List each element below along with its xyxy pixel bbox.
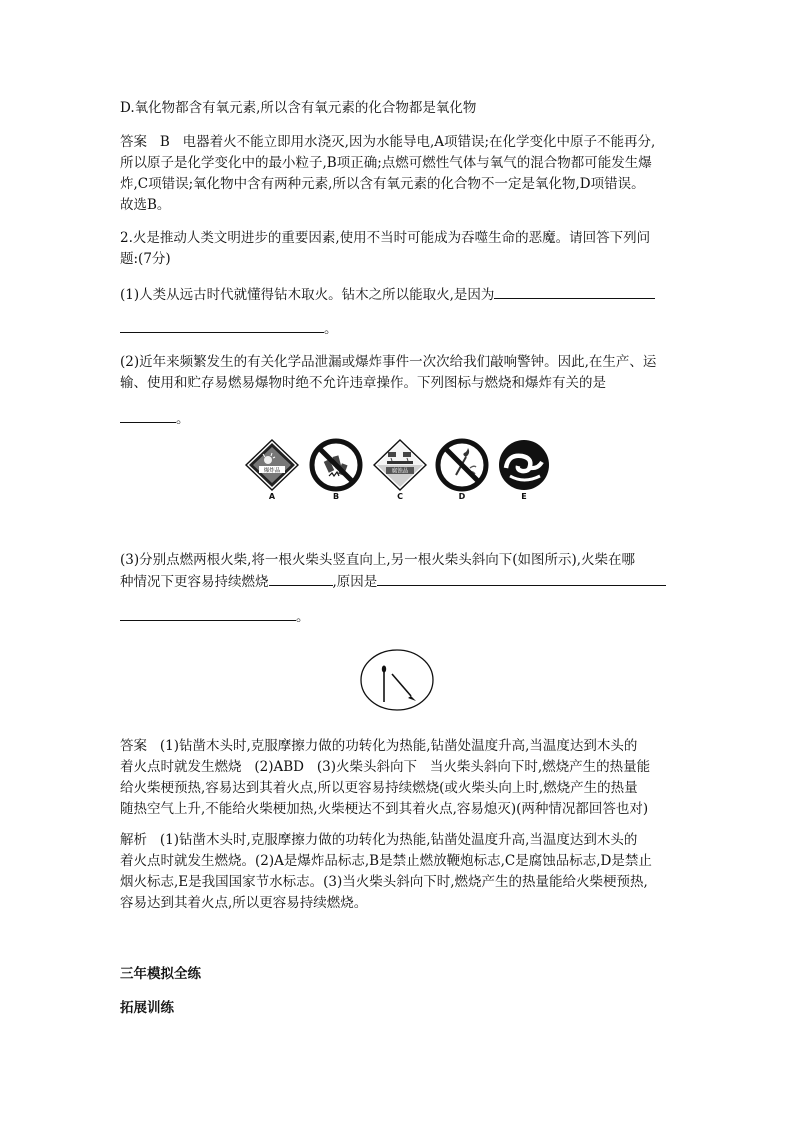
period: 。 bbox=[324, 321, 338, 337]
period: 。 bbox=[176, 411, 190, 427]
water-saving-sign bbox=[496, 438, 552, 502]
sign-label: D bbox=[458, 492, 466, 501]
sign-label: B bbox=[332, 492, 340, 501]
no-firecracker-sign bbox=[308, 438, 364, 502]
answer-line: 着火点时就发生燃烧 (2)ABD (3)火柴头斜向下 当火柴头斜向下时,燃烧产生的热量能 bbox=[120, 759, 651, 775]
part3-line: (3)分别点燃两根火柴,将一根火柴头竖直向上,另一根火柴头斜向下(如图所示),火柴在哪 bbox=[120, 552, 636, 568]
q2-part3-cont bbox=[120, 606, 676, 628]
q2-stem bbox=[120, 228, 676, 270]
answer-line: 故选B。 bbox=[120, 197, 171, 213]
answer-line: 随热空气上升,不能给火柴梗加热,火柴梗达不到其着火点,容易熄灭)(两种情况都回答也对) bbox=[120, 801, 649, 817]
explosive-diamond-icon bbox=[244, 438, 300, 492]
answer-line: 所以原子是化学变化中的最小粒子,B项正确;点燃可燃性气体与氧气的混合物都可能发生爆 bbox=[120, 155, 652, 171]
part3-line: ,原因是 bbox=[332, 574, 378, 590]
q2-part2 bbox=[120, 352, 676, 394]
q2-part3 bbox=[120, 550, 676, 593]
answer-blank[interactable] bbox=[120, 408, 176, 423]
water-saving-icon bbox=[496, 438, 552, 492]
period: 。 bbox=[296, 609, 310, 625]
q2-part1 bbox=[120, 284, 676, 306]
corrosive-sign bbox=[372, 438, 428, 502]
answer-label: 答案 bbox=[120, 134, 147, 150]
explosive-sign bbox=[244, 438, 300, 502]
sign-label: C bbox=[397, 492, 403, 501]
option-d: D.氧化物都含有氧元素,所以含有氧元素的化合物都是氧化物 bbox=[120, 100, 477, 116]
answer-blank[interactable] bbox=[377, 571, 666, 586]
part2-line: (2)近年来频繁发生的有关化学品泄漏或爆炸事件一次次给我们敲响警钟。因此,在生产、运 bbox=[120, 354, 657, 370]
answer-label: 答案 bbox=[120, 738, 147, 754]
analysis-label: 解析 bbox=[120, 832, 147, 848]
stem-line: 题:(7分) bbox=[120, 251, 171, 267]
part3-line: 种情况下更容易持续燃烧 bbox=[120, 574, 269, 590]
answer-line: 炸,C项错误;氧化物中含有两种元素,所以含有氧元素的化合物不一定是氧化物,D项错误。 bbox=[120, 176, 645, 192]
svg-text:爆炸品: 爆炸品 bbox=[263, 468, 281, 474]
section-title: 三年模拟全练 bbox=[120, 966, 201, 982]
q1-answer bbox=[120, 132, 676, 216]
match-figure bbox=[359, 648, 435, 712]
svg-text:腐蚀品: 腐蚀品 bbox=[391, 468, 409, 475]
analysis-line: 容易达到其着火点,所以更容易持续燃烧。 bbox=[120, 895, 368, 911]
answer-line: 给火柴梗预热,容易达到其着火点,所以更容易持续燃烧(或火柴头向上时,燃烧产生的热量 bbox=[120, 780, 638, 796]
answer-blank[interactable] bbox=[120, 318, 324, 333]
answer-blank[interactable] bbox=[494, 284, 655, 299]
answer-line: 电器着火不能立即用水浇灭,因为水能导电,A项错误;在化学变化中原子不能再分, bbox=[182, 134, 656, 150]
matches-icon bbox=[359, 648, 435, 712]
answer-blank[interactable] bbox=[120, 606, 296, 621]
answer-choice: B bbox=[159, 134, 170, 150]
q2-part1-cont bbox=[120, 318, 676, 340]
sign-label: A bbox=[268, 492, 276, 501]
part2-line: 输、使用和贮存易燃易爆物时绝不允许违章操作。下列图标与燃烧和爆炸有关的是 bbox=[120, 375, 606, 391]
analysis-line: (1)钻凿木头时,克服摩擦力做的功转化为热能,钻凿处温度升高,当温度达到木头的 bbox=[159, 832, 638, 848]
q2-answer bbox=[120, 736, 676, 820]
corrosive-diamond-icon bbox=[372, 438, 428, 492]
sign-label: E bbox=[521, 492, 527, 501]
no-firecracker-icon bbox=[308, 438, 364, 492]
q2-analysis bbox=[120, 830, 676, 914]
no-open-flame-icon bbox=[434, 438, 490, 492]
q2-part2-blank bbox=[120, 408, 676, 430]
answer-line: (1)钻凿木头时,克服摩擦力做的功转化为热能,钻凿处温度升高,当温度达到木头的 bbox=[159, 738, 638, 754]
analysis-line: 着火点时就发生燃烧。(2)A是爆炸品标志,B是禁止燃放鞭炮标志,C是腐蚀品标志,D是禁止 bbox=[120, 853, 652, 869]
analysis-line: 烟火标志,E是我国国家节水标志。(3)当火柴头斜向下时,燃烧产生的热量能给火柴梗预热, bbox=[120, 874, 648, 890]
stem-line: 2.火是推动人类文明进步的重要因素,使用不当时可能成为吞噬生命的恶魔。请回答下列问 bbox=[120, 230, 651, 246]
section-subtitle: 拓展训练 bbox=[120, 1000, 174, 1016]
no-fire-sign bbox=[434, 438, 490, 502]
answer-blank[interactable] bbox=[269, 571, 333, 586]
part1-text: (1)人类从远古时代就懂得钻木取火。钻木之所以能取火,是因为 bbox=[120, 287, 495, 303]
hazard-signs bbox=[244, 438, 554, 502]
